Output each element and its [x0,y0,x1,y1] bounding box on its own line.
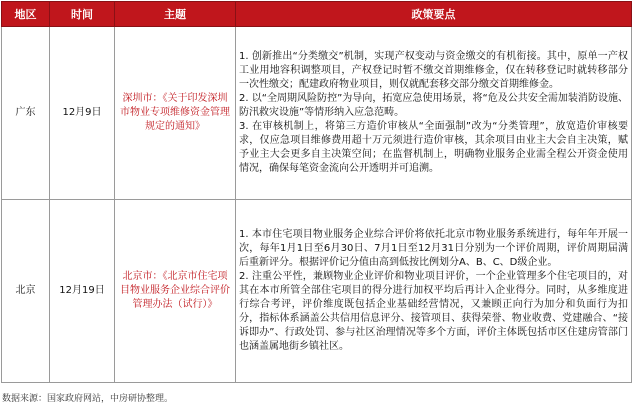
header-topic: 主题 [115,2,236,27]
policy-points-cell [236,27,632,200]
header-date: 时间 [50,2,115,27]
policy-points-cell [236,200,632,383]
header-row [2,2,632,27]
data-source-note: 数据来源：国家政府网站，中房研协整理。 [2,394,174,404]
policy-point: 1. 创新推出“分类缴交”机制，实现产权变动与资金缴交的有机衔接。其中，原单一产权工业用地容积调整项目，产权登记时暂不缴交首期维修金，仅在转移登记时就转移部分一次性缴交；配建政府物业项目，则仅就配套移交部分缴交首期维修金。 [239,51,628,90]
header-policy-points: 政策要点 [236,2,632,27]
policy-point: 2. 以“全周期风险防控”为导向，拓宽应急使用场景，将“危及公共安全需加装消防设施、防汛救灾设施”等情形纳入应急范畴。 [239,93,628,118]
header-region: 地区 [2,2,50,27]
region-cell: 北京 [2,200,50,383]
policy-point: 1. 本市住宅项目物业服务企业综合评价将依托北京市物业服务系统进行，每年年开展一次，每年1月1日至6月30日、7月1日至12月31日分别为一个评价周期，评价周期届满后重新评分。根据评价记分值由高到低按比例划分A、B、C、D级企业。 [239,229,628,268]
topic-cell: 深圳市：《关于印发深圳市物业专项维修资金管理规定的通知》 [115,27,236,200]
policy-point: 3. 在审核机制上，将第三方造价审核从“全面强制”改为“分类管理”，放宽造价审核要求，仅应急项目维修费用超十万元须进行造价审核，其余项目由业主大会自主决策，赋予业主大会更多自主决策空间；在监督机制上，明确物业服务企业需全程公开资金使用情况，确保每笔资金流向公开透明并可追溯。 [239,121,628,174]
table-row-guangdong [2,27,632,200]
table-row-beijing [2,200,632,383]
date-cell: 12月19日 [50,200,115,383]
policy-point: 2. 注重公平性，兼顾物业企业评价和物业项目评价，一个企业管理多个住宅项目的，对其在本市所管全部住宅项目的得分进行加权平均后再计入企业得分。同时，从多维度进行综合考评，评价维度既包括企业基础经营情况，又兼顾正向行为加分和负面行为扣分，指标体系涵盖公共信用信息评分、接管项目、获得荣誉、物业收费、党建融合、“接诉即办”、行政处罚、参与社区治理情况等多个方面，评价主体既包括市区住建房管部门也涵盖属地街乡镇社区。 [239,271,628,352]
date-cell: 12月9日 [50,27,115,200]
region-cell: 广东 [2,27,50,200]
topic-cell: 北京市：《北京市住宅项目物业服务企业综合评价管理办法（试行）》 [115,200,236,383]
policy-table [1,1,632,383]
